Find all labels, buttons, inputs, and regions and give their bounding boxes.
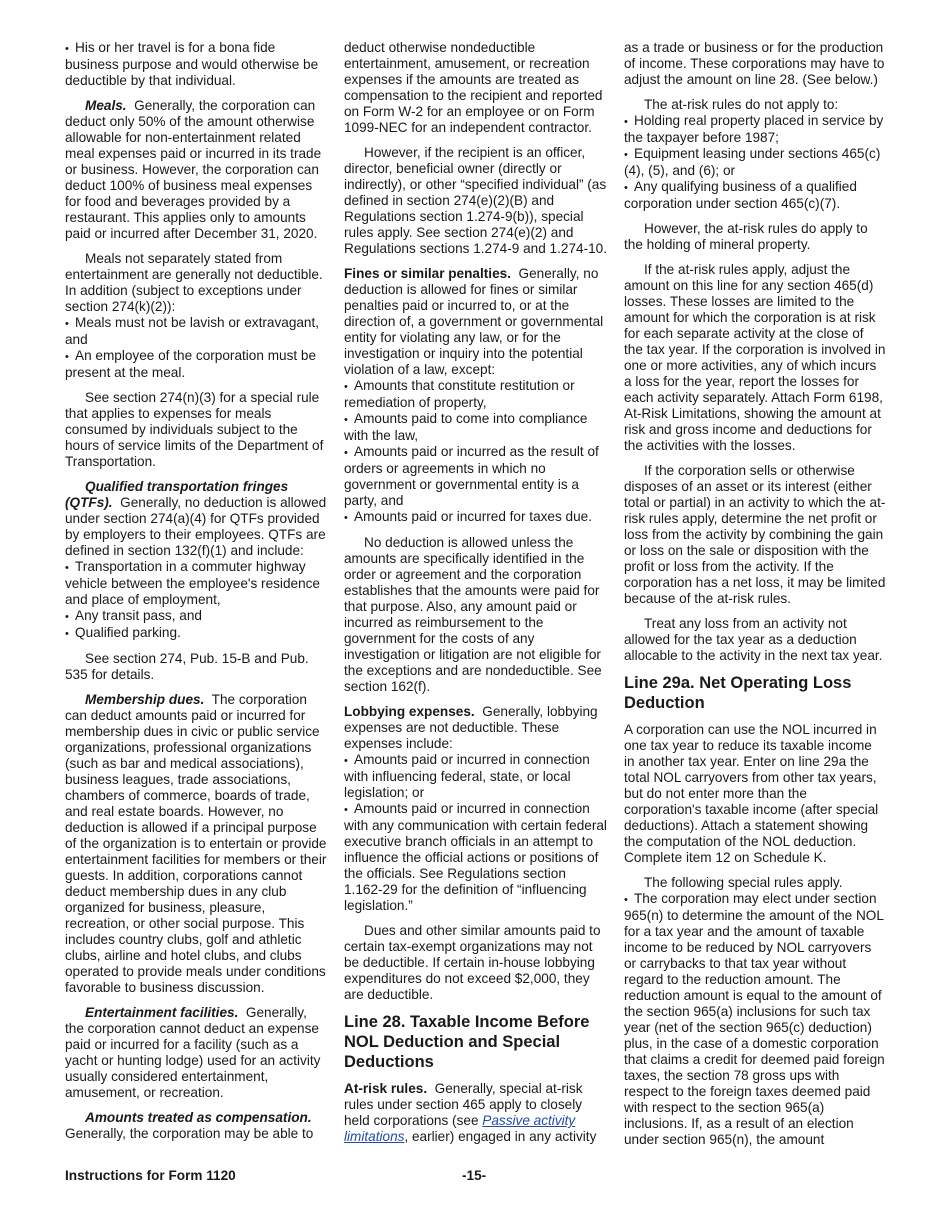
if-apply-paragraph: If the at-risk rules apply, adjust the amount on this line for any section 465(d) losses. These losses are limited to the amount for which the corporation is at risk for each separate activity at the close of the tax year. If the corporation is involved in one or more activities, any of which incurs a loss for the year, report the losses for each activity separately. Attach Form 6198, At-Risk Limitations, showing the amount at risk and gross income and deductions for the activities with the losses. bbox=[624, 262, 886, 453]
entertainment-paragraph bbox=[65, 1005, 327, 1101]
footer-form-title: Instructions for Form 1120 bbox=[65, 1168, 236, 1183]
bullet-parking: • Qualified parking. bbox=[65, 625, 327, 642]
bullet-employee: • An employee of the corporation must be present at the meal. bbox=[65, 348, 327, 381]
qtf-paragraph bbox=[65, 479, 327, 559]
membership-paragraph bbox=[65, 692, 327, 996]
column-3 bbox=[624, 40, 886, 1148]
membership-heading: Membership dues. bbox=[85, 692, 205, 707]
entertainment-text: Generally, the corporation cannot deduct an expense paid or incurred for a facility (such as a yacht or hunting lodge) used for an activity usually considered entertainment, amusement, or recreation. bbox=[65, 1005, 321, 1100]
compensation-continued: deduct otherwise nondeductible entertainment, amusement, or recreation expenses if the amounts are treated as compensation to the recipient and reported on Form W-2 for an employee or on Form 1099-NEC for an independent contractor. bbox=[344, 40, 603, 135]
compensation-text: Generally, the corporation may be able to bbox=[65, 1126, 314, 1141]
compensation-heading: Amounts treated as compensation. bbox=[85, 1110, 312, 1125]
lobbying-paragraph bbox=[344, 704, 607, 752]
bullet-qualifying: • Any qualifying business of a qualified corporation under section 465(c)(7). bbox=[624, 179, 886, 212]
bullet-influencing: • Amounts paid or incurred in connection with influencing federal, state, or local legislation; or bbox=[344, 752, 607, 801]
fines-heading: Fines or similar penalties. bbox=[344, 266, 511, 281]
bullet-lavish: • Meals must not be lavish or extravagant, and bbox=[65, 315, 327, 348]
bullet-travel: • His or her travel is for a bona fide business purpose and would otherwise be deductible by that individual. bbox=[65, 40, 327, 89]
meals-text: Generally, the corporation can deduct only 50% of the amount otherwise allowable for non-entertainment related meal expenses paid or incurred in its trade or business. However, the corporation can deduct 100% of business meal expenses for food and beverages provided by a restaurant. This applies only to amounts paid or incurred after December 31, 2020. bbox=[65, 98, 322, 241]
at-risk-heading: At-risk rules. bbox=[344, 1081, 428, 1096]
qtf-heading: Qualified transportation fringes (QTFs). bbox=[65, 479, 289, 510]
at-risk-text: Generally, special at-risk rules under section 465 apply to closely held corporations (see bbox=[344, 1081, 583, 1128]
treat-paragraph: Treat any loss from an activity not allowed for the tax year as a deduction allocable to the activity in the next tax year. bbox=[624, 616, 883, 663]
column-1 bbox=[65, 40, 327, 1151]
nol-paragraph: A corporation can use the NOL incurred in one tax year to reduce its taxable income in another tax year. Enter on line 29a the total NOL carryovers from other tax years, but do not enter more than the corporation's taxable income (after special deductions). Attach a statement showing the computation of the NOL deduction. Complete item 12 on Schedule K. bbox=[624, 722, 879, 865]
fines-text: Generally, no deduction is allowed for fines or similar penalties paid or incurred to, or at the direction of, a government or governmental entity for violating any law, or for the investigation or inquiry into the potential violation of a law, except: bbox=[344, 266, 604, 377]
meals-paragraph-2: Meals not separately stated from entertainment are generally not deductible. In addition (subject to exceptions under section 274(k)(2)): bbox=[65, 251, 323, 314]
bullet-restitution: • Amounts that constitute restitution or remediation of property, bbox=[344, 378, 607, 411]
meals-heading: Meals. bbox=[85, 98, 127, 113]
sells-paragraph: If the corporation sells or otherwise disposes of an asset or its interest (either total or partial) in an activity to which the at-risk rules apply, determine the net profit or loss from the activity by combining the gain or loss on the sale or disposition with the profit or loss from the activity. If the corporation has a net loss, it may be limited because of the at-risk rules. bbox=[624, 463, 886, 606]
bullet-orders: • Amounts paid or incurred as the result of orders or agreements in which no government or governmental entity is a party, and bbox=[344, 444, 607, 509]
column-2 bbox=[344, 40, 607, 1154]
at-risk-text-2: , earlier) engaged in any activity bbox=[404, 1129, 597, 1144]
special-rules-paragraph: The following special rules apply. bbox=[644, 875, 843, 890]
line-29a-heading: Line 29a. Net Operating Loss Deduction bbox=[624, 674, 852, 712]
bullet-communication: • Amounts paid or incurred in connection with any communication with certain federal executive branch officials in an attempt to influence the official actions or positions of the officials. See Regulations section 1.162-29 for the definition of “influencing legislation.” bbox=[344, 801, 607, 914]
bullet-taxes: • Amounts paid or incurred for taxes due. bbox=[344, 509, 607, 526]
bullet-real-property: • Holding real property placed in service by the taxpayer before 1987; bbox=[624, 113, 886, 146]
bullet-transit: • Any transit pass, and bbox=[65, 608, 327, 625]
dues-paragraph: Dues and other similar amounts paid to certain tax-exempt organizations may not be deductible. If certain in-house lobbying expenditures do not exceed $2,000, they are deductible. bbox=[344, 923, 601, 1002]
membership-text: The corporation can deduct amounts paid or incurred for membership dues in civic or public service organizations, professional organizations (such as bar and medical associations), business leagues, trade associations, chambers of commerce, boards of trade, and real estate boards. However, no deduction is allowed if a principal purpose of the organization is to entertain or provide entertainment facilities for members or their guests. In addition, corporations cannot deduct membership dues in any club organized for business, pleasure, recreation, or other social purpose. This includes country clubs, golf and athletic clubs, airline and hotel clubs, and clubs operated to provide meals under conditions favorable to business discussion. bbox=[65, 692, 327, 995]
footer-page-number: -15- bbox=[462, 1168, 487, 1183]
bullet-transport: • Transportation in a commuter highway vehicle between the employee's residence and place of employment, bbox=[65, 559, 327, 608]
passive-activity-link[interactable]: Passive activity limitations bbox=[344, 1113, 576, 1144]
entertainment-heading: Entertainment facilities. bbox=[85, 1005, 239, 1020]
however-paragraph: However, if the recipient is an officer, director, beneficial owner (directly or indirectly), or other “specified individual” (as defined in section 274(e)(2)(B) and Regulations section 1.274-9(b)), special rules apply. See section 274(e)(2) and Regulations sections 1.274-9 and 1.274-10. bbox=[344, 145, 607, 256]
not-apply-paragraph: The at-risk rules do not apply to: bbox=[644, 97, 839, 112]
qtf-text: Generally, no deduction is allowed under section 274(a)(4) for QTFs provided by employers to their employees. QTFs are defined in section 132(f)(1) and include: bbox=[65, 495, 327, 558]
at-risk-continued: as a trade or business or for the production of income. These corporations may have to adjust the amount on line 28. (See below.) bbox=[624, 40, 885, 87]
no-deduction-paragraph: No deduction is allowed unless the amounts are specifically identified in the order or agreement and the corporation establishes that the amounts were paid for that purpose. Also, any amount paid or incurred as reimbursement to the government for the costs of any investigation or litigation are not eligible for the exceptions and are nondeductible. See section 162(f). bbox=[344, 535, 602, 694]
compensation-paragraph bbox=[65, 1110, 327, 1142]
fines-paragraph bbox=[344, 266, 607, 378]
qtf-paragraph-2: See section 274, Pub. 15-B and Pub. 535 for details. bbox=[65, 651, 309, 682]
line-28-heading: Line 28. Taxable Income Before NOL Deduction and Special Deductions bbox=[344, 1013, 590, 1071]
bullet-equipment: • Equipment leasing under sections 465(c)(4), (5), and (6); or bbox=[624, 146, 886, 179]
at-risk-paragraph bbox=[344, 1081, 607, 1145]
meals-paragraph-3: See section 274(n)(3) for a special rule that applies to expenses for meals consumed by individuals subject to the hours of service limits of the Department of Transportation. bbox=[65, 390, 324, 469]
lobbying-heading: Lobbying expenses. bbox=[344, 704, 475, 719]
lobbying-text: Generally, lobbying expenses are not deductible. These expenses include: bbox=[344, 704, 598, 751]
bullet-election: • The corporation may elect under section 965(n) to determine the amount of the NOL for a tax year and the amount of taxable income to be reduced by NOL carryovers or carrybacks to that tax year without regard to the reduction amount. The reduction amount is equal to the amount of the section 965(a) inclusions for such tax year (net of the section 965(c) deduction) plus, in the case of a domestic corporation that claims a credit for deemed paid foreign taxes, the section 78 gross ups with respect to the foreign taxes deemed paid with respect to the section 965(a) inclusions. If, as a result of an election under section 965(n), the amount bbox=[624, 891, 886, 1148]
bullet-compliance: • Amounts paid to come into compliance with the law, bbox=[344, 411, 607, 444]
mineral-paragraph: However, the at-risk rules do apply to the holding of mineral property. bbox=[624, 221, 868, 252]
meals-paragraph bbox=[65, 98, 327, 242]
